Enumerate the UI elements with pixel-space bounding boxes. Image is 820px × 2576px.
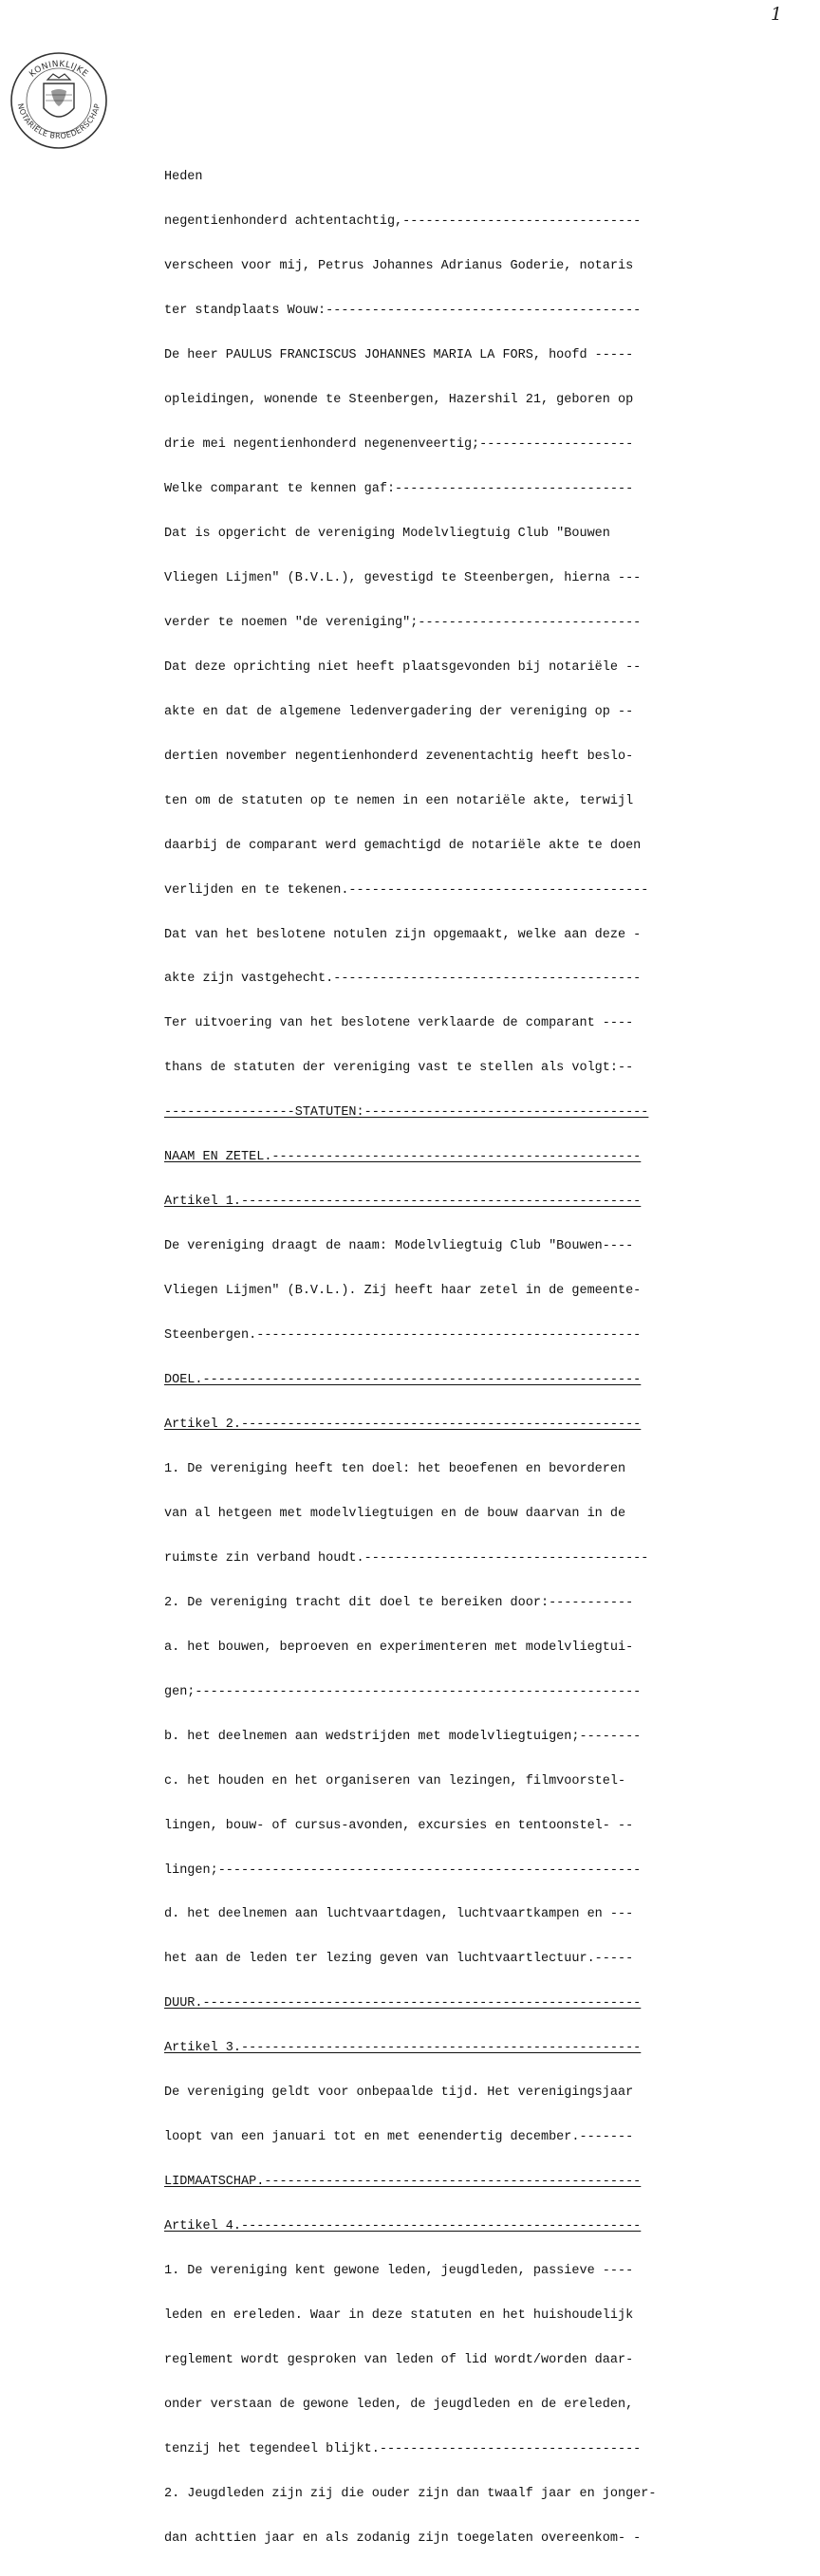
text-line: ten om de statuten op te nemen in een notariële akte, terwijl <box>164 793 634 808</box>
text-line: 2. Jeugdleden zijn zij die ouder zijn dan twaalf jaar en jonger- <box>164 2486 657 2501</box>
svg-text:NOTARIËLE BROEDERSCHAP <box>16 102 102 140</box>
text-line: tenzij het tegendeel blijkt.---------------------------------- <box>164 2441 642 2456</box>
article-heading: Artikel 1.---------------------------------------------------- <box>164 1195 642 1210</box>
text-line: Welke comparant te kennen gaf:------------------------------- <box>164 481 634 496</box>
section-heading: LIDMAATSCHAP.------------------------------------------------- <box>164 2175 642 2190</box>
text-line: daarbij de comparant werd gemachtigd de notariële akte te doen <box>164 838 642 853</box>
text-line: negentienhonderd achtentachtig,------------------------------- <box>164 214 642 230</box>
text-line: thans de statuten der vereniging vast te stellen als volgt:-- <box>164 1061 634 1076</box>
text-line: akte en dat de algemene ledenvergadering der vereniging op -- <box>164 704 634 719</box>
text-line: 1. De vereniging heeft ten doel: het beoefenen en bevorderen <box>164 1461 626 1476</box>
text-line: verder te noemen "de vereniging";----------------------------- <box>164 615 642 630</box>
text-line: Dat van het beslotene notulen zijn opgemaakt, welke aan deze - <box>164 927 642 942</box>
text-line: 1. De vereniging kent gewone leden, jeugdleden, passieve ---- <box>164 2264 634 2279</box>
svg-text:KONINKLIJKE <box>28 60 89 80</box>
text-line: Vliegen Lijmen" (B.V.L.), gevestigd te Steenbergen, hierna --- <box>164 570 642 585</box>
text-line: d. het deelnemen aan luchtvaartdagen, luchtvaartkampen en --- <box>164 1907 634 1922</box>
seal-text-top: KONINKLIJKE <box>28 59 90 80</box>
text-line: Ter uitvoering van het beslotene verklaarde de comparant ---- <box>164 1016 634 1031</box>
text-line: van al hetgeen met modelvliegtuigen en de bouw daarvan in de <box>164 1506 626 1521</box>
page-number: 1 <box>771 4 783 25</box>
text-line: verscheen voor mij, Petrus Johannes Adrianus Goderie, notaris <box>164 259 634 274</box>
notary-seal <box>8 49 110 152</box>
text-line: dan achttien jaar en als zodanig zijn toegelaten overeenkom- - <box>164 2530 642 2546</box>
text-line: a. het bouwen, beproeven en experimenteren met modelvliegtui- <box>164 1640 634 1655</box>
text-line: De vereniging geldt voor onbepaalde tijd. Het verenigingsjaar <box>164 2085 634 2101</box>
text-line: De vereniging draagt de naam: Modelvliegtuig Club "Bouwen---- <box>164 1239 634 1254</box>
section-heading: DOEL.--------------------------------------------------------- <box>164 1373 642 1388</box>
text-line: c. het houden en het organiseren van lezingen, filmvoorstel- <box>164 1773 626 1788</box>
text-line: verlijden en te tekenen.--------------------------------------- <box>164 882 649 898</box>
article-heading: Artikel 4.---------------------------------------------------- <box>164 2219 642 2234</box>
text-line: Vliegen Lijmen" (B.V.L.). Zij heeft haar zetel in de gemeente- <box>164 1284 642 1299</box>
text-line: lingen, bouw- of cursus-avonden, excursies en tentoonstel- -- <box>164 1818 634 1833</box>
text-line: Steenbergen.-------------------------------------------------- <box>164 1328 642 1344</box>
text-line: lingen;------------------------------------------------------- <box>164 1863 642 1878</box>
section-heading: DUUR.--------------------------------------------------------- <box>164 1996 642 2011</box>
text-line: loopt van een januari tot en met eenendertig december.------- <box>164 2130 634 2145</box>
article-heading: Artikel 2.---------------------------------------------------- <box>164 1418 642 1432</box>
text-line: reglement wordt gesproken van leden of lid wordt/worden daar- <box>164 2353 634 2368</box>
text-line: opleidingen, wonende te Steenbergen, Hazershil 21, geboren op <box>164 393 634 408</box>
section-heading: NAAM EN ZETEL.------------------------------------------------ <box>164 1150 642 1165</box>
text-line: dertien november negentienhonderd zevenentachtig heeft beslo- <box>164 749 634 764</box>
text-line: akte zijn vastgehecht.---------------------------------------- <box>164 972 642 987</box>
text-line: onder verstaan de gewone leden, de jeugdleden en de ereleden, <box>164 2397 634 2412</box>
text-line: drie mei negentienhonderd negenenveertig;-------------------- <box>164 437 634 453</box>
text-line: ruimste zin verband houdt.------------------------------------- <box>164 1550 649 1566</box>
text-line: gen;---------------------------------------------------------- <box>164 1684 642 1699</box>
text-line: 2. De vereniging tracht dit doel te bereiken door:----------- <box>164 1595 634 1610</box>
seal-graphic <box>8 49 110 152</box>
seal-text-bottom: NOTARIËLE BROEDERSCHAP <box>15 102 102 141</box>
text-line: b. het deelnemen aan wedstrijden met modelvliegtuigen;-------- <box>164 1729 642 1744</box>
text-line: Dat is opgericht de vereniging Modelvliegtuig Club "Bouwen <box>164 526 610 541</box>
statuten-heading: -----------------STATUTEN:------------------------------------- <box>164 1105 649 1121</box>
text-line: leden en ereleden. Waar in deze statuten en het huishoudelijk <box>164 2308 634 2324</box>
text-line: ter standplaats Wouw:----------------------------------------- <box>164 304 642 319</box>
deed-text <box>164 140 819 2576</box>
article-heading: Artikel 3.---------------------------------------------------- <box>164 2041 642 2056</box>
text-line: De heer PAULUS FRANCISCUS JOHANNES MARIA LA FORS, hoofd ----- <box>164 348 634 363</box>
text-line: Dat deze oprichting niet heeft plaatsgevonden bij notariële -- <box>164 659 642 675</box>
text-line: het aan de leden ter lezing geven van luchtvaartlectuur.----- <box>164 1952 634 1967</box>
text-line: Heden <box>164 170 203 185</box>
